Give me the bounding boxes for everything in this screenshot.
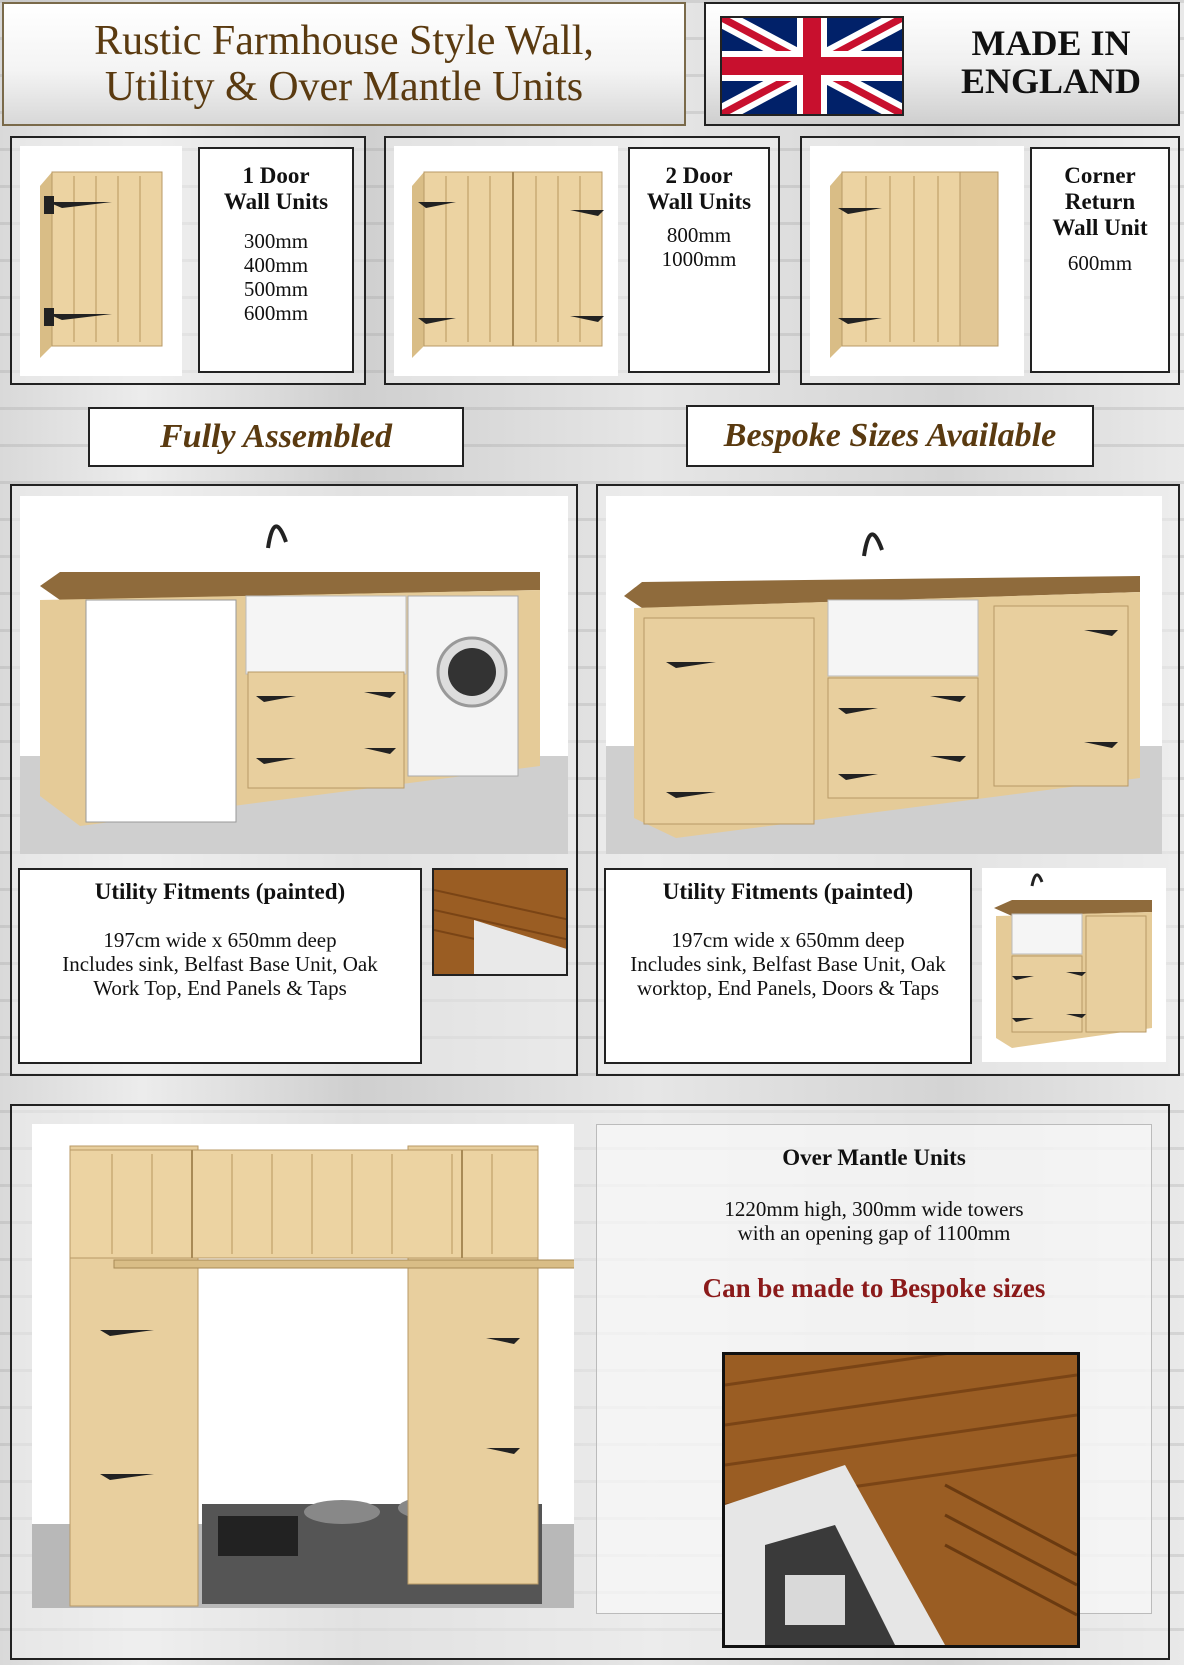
fully-assembled-tagline: Fully Assembled bbox=[88, 407, 464, 467]
utility-fitment-1-description bbox=[18, 868, 422, 1064]
over-mantle-line2: with an opening gap of 1100mm bbox=[737, 1221, 1011, 1245]
made-line1: MADE IN bbox=[971, 23, 1131, 63]
corner-title-line3: Wall Unit bbox=[1052, 215, 1148, 240]
utility-2-line3: worktop, End Panels, Doors & Taps bbox=[636, 976, 940, 1000]
two-door-title-line2: Wall Units bbox=[646, 189, 752, 214]
utility-2-line1: 197cm wide x 650mm deep bbox=[671, 928, 905, 952]
utility-2-title: Utility Fitments (painted) bbox=[662, 879, 914, 904]
one-door-title-line1: 1 Door bbox=[242, 163, 310, 188]
corner-return-wall-unit-label bbox=[1030, 147, 1170, 373]
two-door-title-line1: 2 Door bbox=[665, 163, 733, 188]
over-mantle-details bbox=[596, 1197, 1152, 1245]
utility-2-details bbox=[606, 928, 970, 1000]
utility-1-line1: 197cm wide x 650mm deep bbox=[103, 928, 337, 952]
size-item: 500mm bbox=[243, 277, 309, 301]
bespoke-sizes-note: Can be made to Bespoke sizes bbox=[702, 1273, 1046, 1303]
utility-1-details bbox=[20, 928, 420, 1000]
belfast-base-unit-image bbox=[982, 868, 1166, 1062]
corner-title-line1: Corner bbox=[1064, 163, 1136, 188]
corner-sizes bbox=[1032, 251, 1168, 275]
utility-1-line2: Includes sink, Belfast Base Unit, Oak bbox=[62, 952, 378, 976]
two-door-title bbox=[630, 163, 768, 215]
corner-return-wall-unit-image bbox=[810, 146, 1024, 376]
utility-1-line3: Work Top, End Panels & Taps bbox=[93, 976, 347, 1000]
one-door-title-line2: Wall Units bbox=[223, 189, 329, 214]
corner-title-line2: Return bbox=[1064, 189, 1136, 214]
over-mantle-line1: 1220mm high, 300mm wide towers bbox=[724, 1197, 1024, 1221]
two-door-wall-unit-image bbox=[394, 146, 618, 376]
oak-worktop-sink-corner-photo bbox=[432, 868, 568, 976]
page-title-line1: Rustic Farmhouse Style Wall, bbox=[94, 18, 594, 64]
size-item: 600mm bbox=[243, 301, 309, 325]
size-item: 400mm bbox=[243, 253, 309, 277]
size-item: 800mm bbox=[666, 223, 732, 247]
bespoke-sizes-tagline: Bespoke Sizes Available bbox=[686, 405, 1094, 467]
over-mantle-title: Over Mantle Units bbox=[782, 1145, 966, 1170]
made-line2: ENGLAND bbox=[960, 61, 1142, 101]
utility-1-title: Utility Fitments (painted) bbox=[94, 879, 346, 904]
two-door-wall-units-label bbox=[628, 147, 770, 373]
over-mantle-unit-image bbox=[32, 1124, 574, 1608]
oak-worktop-sink-photo bbox=[722, 1352, 1080, 1648]
corner-title bbox=[1032, 163, 1168, 241]
size-item: 600mm bbox=[1067, 251, 1133, 275]
utility-fitment-2-image bbox=[606, 496, 1162, 854]
page-title-banner bbox=[2, 2, 686, 126]
one-door-wall-unit-image bbox=[20, 146, 182, 376]
union-jack-flag-icon bbox=[720, 16, 904, 116]
two-door-sizes bbox=[630, 223, 768, 271]
made-in-england-banner bbox=[704, 2, 1180, 126]
size-item: 1000mm bbox=[661, 247, 737, 271]
one-door-sizes bbox=[200, 229, 352, 325]
one-door-title bbox=[200, 163, 352, 215]
utility-2-line2: Includes sink, Belfast Base Unit, Oak bbox=[630, 952, 946, 976]
utility-fitment-1-image bbox=[20, 496, 568, 854]
size-item: 300mm bbox=[243, 229, 309, 253]
made-in-england-text bbox=[936, 24, 1166, 100]
utility-fitment-2-description bbox=[604, 868, 972, 1064]
one-door-wall-units-label bbox=[198, 147, 354, 373]
page-title-line2: Utility & Over Mantle Units bbox=[104, 64, 584, 110]
